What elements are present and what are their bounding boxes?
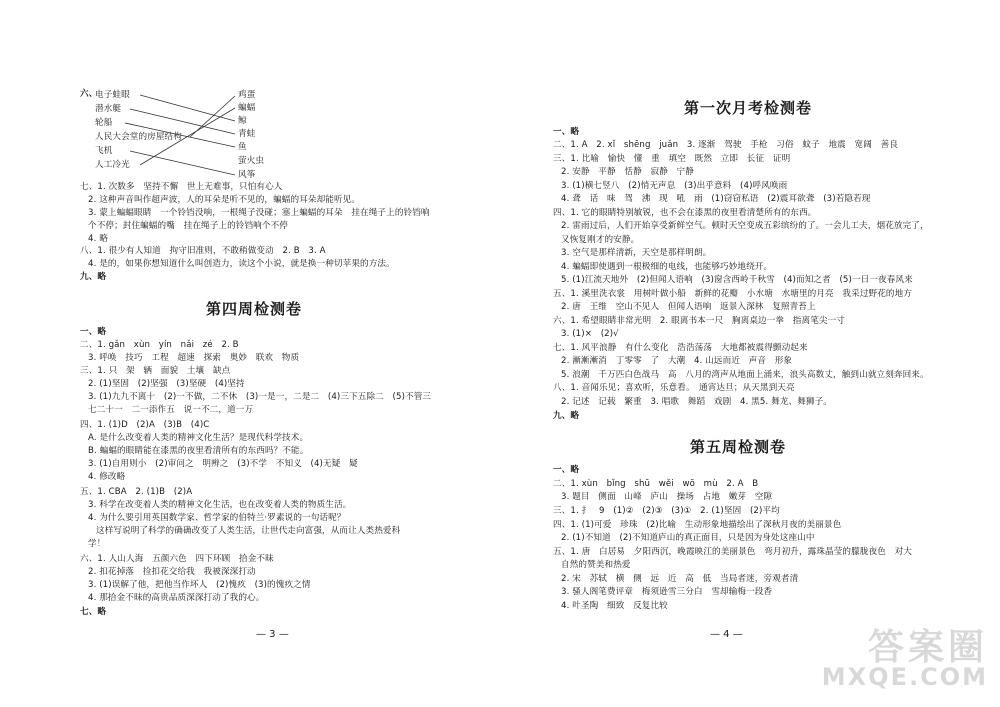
answer-line: 4. 略: [88, 234, 108, 244]
answer-line: 3. 骚人阁笔费评章 梅须逊雪三分白 雪却输梅一段香: [561, 587, 773, 597]
match-line: [125, 123, 235, 147]
answer-line: 四、1. 它的眼睛特别敏锐，也不会在漆黑的夜里看清楚所有的东西。: [553, 208, 817, 218]
answer-line: 九、略: [553, 411, 580, 421]
answer-line: 学！: [88, 539, 106, 549]
match-line: [140, 108, 235, 165]
match-line: [140, 95, 235, 121]
matching-left-item: 轮船: [95, 118, 113, 128]
matching-left-item: 飞机: [95, 146, 113, 156]
watermark: [798, 619, 988, 699]
matching-right-item: 风筝: [238, 170, 256, 180]
answer-line: 三、1. 比喻 愉快 懂 重 填空 既然 立即 长征 证明: [553, 154, 791, 164]
answer-line: 4. 蝙蝠即使遇到一根极细的电线，也能够巧妙地绕开。: [561, 262, 773, 272]
answer-line: 2. 宋 苏轼 横 侧 远 近 高 低 当局者迷，旁观者清: [561, 574, 799, 584]
matching-right-item: 萤火虫: [238, 156, 265, 166]
answer-line: 3. 空气是那样清新，天空是那样明朗。: [561, 248, 712, 258]
watermark-logo-text: 答案圈: [867, 627, 988, 668]
answer-line: 三、1. 只 架 辆 面貌 土壤 缺点: [80, 366, 231, 376]
answer-line: 2. (1)不知道 (2)不知道庐山的真正面目，只是因为身处这座山中: [561, 533, 815, 543]
matching-right-item: 蝙蝠: [238, 103, 256, 113]
match-line: [130, 109, 235, 134]
answer-line: 八、1. 音闻乐见；喜欢听，乐意看。 通宵达旦；从天黑到天亮: [553, 383, 795, 393]
answer-line: 4. 是的，如果你想知道什么叫创造力，读这个小说，就是换一种切苹果的方法。: [88, 259, 395, 269]
answer-line: A. 是什么改变着人类的精神文化生活？是现代科学技术。: [88, 433, 309, 443]
answer-line: 六、1. 人山人海 五颜六色 四下环顾 拾金不昧: [80, 554, 274, 564]
answer-line: 五、1. 唐 白居易 夕阳西沉，晚霞映江的美丽景色 弯月初升，露珠晶莹的朦胧夜色 对大: [553, 547, 912, 557]
answer-line: 三、1. 扌 9 (1)② (2)③ (3)① 2. (1)坚固 (2)平均: [553, 506, 780, 516]
answer-line: 2. 记述 记载 繁重 3. 唱歌 舞蹈 戏剧 4. 黑5. 舞龙、舞狮子。: [561, 397, 832, 407]
answer-line: 4. 聋 话 味 驾 沸 现 吼 雨 (1)窃窃私语 (2)震耳欲聋 (3)若隐若现: [561, 194, 871, 204]
answer-line: 二、1. A 2. xǐ shēng juǎn 3. 逐渐 驾驶 手枪 习俗 蚊子 地震 宽阔 善良: [553, 140, 899, 150]
answer-line: 3. (1)误解了他，把他当作坏人 (2)愧疚 (3)的愧疚之情: [88, 580, 311, 590]
answer-line: 七、1. 风平浪静 有什么变化 浩浩荡荡 大地都被震得颤动起来: [553, 343, 808, 353]
answer-line: 五、1. 溪里洗衣裳 用树叶做小船 新鲜的花瓣 小水塘 水塘里的月亮 我采过野花的地方: [553, 289, 912, 299]
match-line: [130, 151, 235, 175]
page-number: — 4 —: [710, 629, 743, 640]
answer-line: 2. (1)坚固 (2)坚强 (3)坚硬 (4)坚持: [88, 379, 245, 389]
answer-line: 5. (1)江流天地外 (2)但闻人语响 (3)窗含西岭千秋雪 (4)而知之者 (5)一日一夜春风来: [561, 275, 913, 285]
answer-line: 3. 题目 侧面 山峰 庐山 操场 占地 嫩芽 空隙: [561, 492, 773, 502]
answer-line: 八、1. 很少有人知道 拘守旧准则，不敢稍做变动 2. B 3. A: [80, 246, 326, 256]
matching-left-item: 电子蛙眼: [95, 90, 130, 100]
answer-line: 2. 唐 王维 空山不见人 但闻人语响 返景入深林 复照青苔上: [561, 302, 816, 312]
answer-line: 六、1. 希望眼睛非常光明 2. 眼离书本一尺 胸离桌边一拳 指离笔尖一寸: [553, 316, 845, 326]
answer-line: 3. (1)× (2)√: [561, 329, 619, 339]
matching-left-item: 潜水艇: [95, 104, 122, 114]
answer-line: 4. 那拾金不昧的高贵品质深深打动了我的心。: [88, 593, 265, 603]
answer-line: 3. (1)横七竖八 (2)悄无声息 (3)出乎意料 (4)呼风唤雨: [561, 181, 788, 191]
answer-line: 2. 漸漸漸消 丁零零 了 大潮 4. 山远而近 声音 形象: [561, 356, 793, 366]
page-number: — 3 —: [256, 629, 289, 640]
matching-left-item: 人民大会堂的房屋结构: [95, 132, 182, 142]
answer-line: 四、1. (1)可爱 珍珠 (2)比喻 生动形象地描绘出了深秋月夜的美丽景色: [553, 520, 842, 530]
section-title: 第四周检测卷: [206, 300, 303, 318]
answer-line: 五、1. CBA 2. (1)B (2)A: [80, 487, 193, 497]
answer-line: 七二十一 二一添作五 说一不二，道一万: [88, 405, 254, 415]
section-title: 第一次月考检测卷: [684, 99, 813, 117]
answer-line: 4. 叶圣陶 细致 反复比较: [561, 601, 668, 611]
answer-line: 4. 为什么要引用英国数学家、哲学家的伯特兰·罗素说的一句话呢？: [88, 513, 346, 523]
answer-line: 四、1. (1)D (2)A (3)B (4)C: [80, 420, 210, 430]
answer-line: 这样写说明了科学的确确改变了人类生活，让世代走向富强，从而让人类热爱科: [96, 526, 401, 536]
answer-line: 个不停；封住蝙蝠的嘴 挂在绳子上的铃铛响个不停: [88, 221, 288, 231]
answer-line: 3. (1)自用则小 (2)审问之 明辨之 (3)不学 不知义 (4)无疑 疑: [88, 459, 358, 469]
answer-line: 九、略: [80, 272, 107, 282]
answer-line: 一、略: [553, 465, 580, 475]
answer-line: 七、1. 次数多 坚持不懈 世上无难事，只怕有心人: [80, 182, 283, 192]
answer-line: 2. 这种声音叫作超声波，人的耳朵是听不见的，蝙蝠的耳朵却能听见。: [88, 195, 361, 205]
answer-line: 七、略: [80, 607, 107, 617]
answer-line: 一、略: [80, 327, 107, 337]
matching-right-item: 鱼: [238, 142, 247, 152]
matching-right-item: 鸡蛋: [238, 90, 256, 100]
answer-line: 2. 雷雨过后，人们开始享受新鲜空气。顿时天空变成五彩缤纷的了。一会儿工夫，烟花放完了，: [561, 221, 929, 231]
answer-line: 2. 安静 平静 恬静 寂静 宁静: [561, 167, 694, 177]
answer-line: 3. 蒙上蝙蝠眼睛 一个铃铛没响，一根绳子没碰；塞上蝙蝠的耳朵 挂在绳子上的铃铛响: [88, 208, 430, 218]
answer-line: 又恢复刚才的安静。: [561, 235, 640, 245]
matching-lines: [0, 0, 500, 200]
answer-line: 3. (1)九九不离十 (2)一不做，二不休 (3)一是一，二是二 (4)三下五除二 (5)不管三: [88, 392, 432, 402]
matching-right-item: 青蛙: [238, 129, 256, 139]
answer-line: 4. 修改略: [88, 472, 126, 482]
answer-line: 自然的赞美和热爱: [561, 560, 631, 570]
answer-line: 3. 科学在改变着人类的精神文化生活，也在改变着人类的物质生活。: [88, 500, 352, 510]
answer-line: 二、1. xùn bǐng shū wěi wō mù 2. A B: [553, 479, 759, 489]
answer-line: 3. 呼唤 技巧 工程 超速 探索 奥妙 联欢 物质: [88, 353, 300, 363]
answer-line: 一、略: [553, 127, 580, 137]
matching-section-label: 六、: [80, 89, 98, 99]
matching-right-item: 鲸: [238, 116, 247, 126]
answer-line: B. 蝙蝠的眼睛能在漆黑的夜里看清所有的东西吗？不能。: [88, 446, 309, 456]
watermark-domain: MXQE.COM: [821, 663, 988, 691]
answer-line: 5. 浪潮 千万匹白色战马 高 八月的湾声从地面上涌来，浪头高数丈，触到山就立刻奔回来。: [561, 370, 929, 380]
section-title: 第五周检测卷: [690, 438, 787, 456]
right-page: [500, 0, 1000, 707]
matching-left-item: 人工冷光: [95, 160, 130, 170]
answer-line: 二、1. gǎn xùn yín nǎi zé 2. B: [80, 340, 239, 350]
answer-line: 2. 扣花掉落 捡扣花交给我 我被深深打动: [88, 567, 256, 577]
